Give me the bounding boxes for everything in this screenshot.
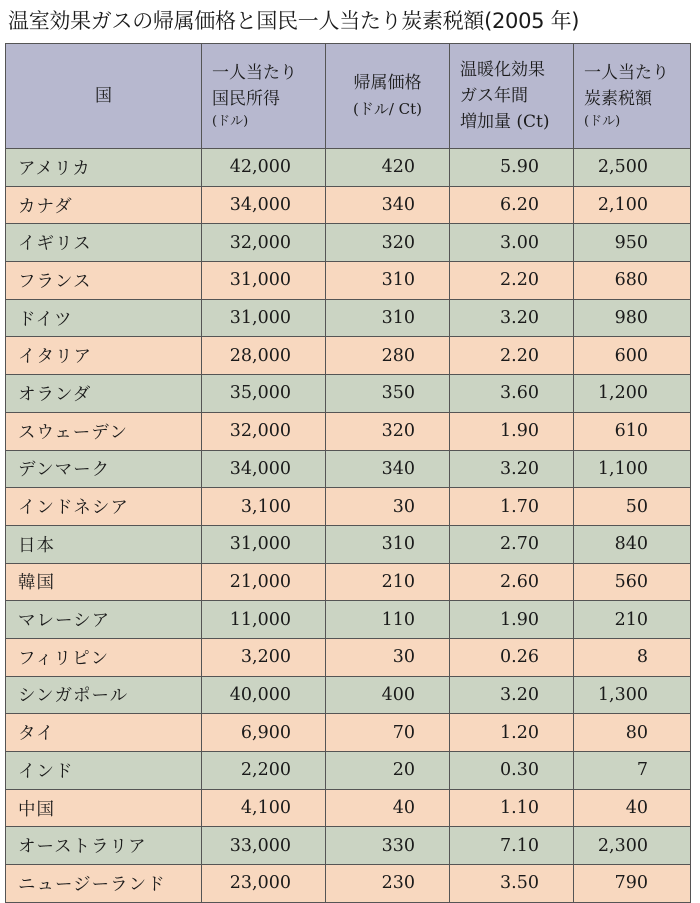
header-increase-line3: 増加量 (Ct) [460,112,550,132]
table-row [6,827,691,865]
cell-price: 420 [326,149,450,187]
cell-tax: 80 [574,714,691,752]
cell-increase: 3.20 [450,299,574,337]
cell-country: フランス [6,262,202,300]
cell-increase: 2.60 [450,563,574,601]
cell-income: 21,000 [202,563,326,601]
header-tax-line1: 一人当たり [584,63,669,83]
cell-income: 11,000 [202,601,326,639]
cell-increase: 1.20 [450,714,574,752]
table-header [6,44,691,149]
cell-price: 350 [326,375,450,413]
cell-increase: 7.10 [450,827,574,865]
cell-increase: 2.20 [450,337,574,375]
cell-increase: 1.90 [450,601,574,639]
cell-price: 30 [326,638,450,676]
cell-price: 280 [326,337,450,375]
cell-country: カナダ [6,186,202,224]
header-income-unit: (ドル) [212,114,249,129]
cell-tax: 610 [574,412,691,450]
cell-country: シンガポール [6,676,202,714]
cell-price: 30 [326,488,450,526]
cell-tax: 980 [574,299,691,337]
cell-income: 40,000 [202,676,326,714]
cell-increase: 1.70 [450,488,574,526]
cell-price: 400 [326,676,450,714]
cell-country: 日本 [6,525,202,563]
cell-increase: 0.26 [450,638,574,676]
cell-country: マレーシア [6,601,202,639]
cell-tax: 840 [574,525,691,563]
cell-country: 中国 [6,789,202,827]
cell-country: オーストラリア [6,827,202,865]
cell-tax: 950 [574,224,691,262]
cell-income: 4,100 [202,789,326,827]
carbon-tax-table [5,43,691,903]
table-row [6,186,691,224]
cell-country: ニュージーランド [6,865,202,903]
cell-price: 70 [326,714,450,752]
table-row [6,299,691,337]
header-country-label: 国 [95,86,112,106]
table-container [5,43,691,903]
cell-income: 2,200 [202,752,326,790]
cell-increase: 2.20 [450,262,574,300]
page-title: 温室効果ガスの帰属価格と国民一人当たり炭素税額(2005 年) [8,9,580,33]
cell-price: 330 [326,827,450,865]
header-increase [450,44,574,149]
cell-increase: 3.60 [450,375,574,413]
cell-tax: 8 [574,638,691,676]
cell-country: フィリピン [6,638,202,676]
header-country [6,44,202,149]
cell-tax: 1,200 [574,375,691,413]
cell-country: イギリス [6,224,202,262]
cell-increase: 6.20 [450,186,574,224]
cell-country: 韓国 [6,563,202,601]
cell-income: 31,000 [202,262,326,300]
table-row [6,714,691,752]
header-tax [574,44,691,149]
header-increase-line2: ガス年間 [460,86,528,106]
cell-price: 230 [326,865,450,903]
cell-country: ドイツ [6,299,202,337]
table-row [6,865,691,903]
cell-tax: 2,500 [574,149,691,187]
table-row [6,224,691,262]
header-income [202,44,326,149]
table-row [6,375,691,413]
cell-country: インド [6,752,202,790]
cell-income: 42,000 [202,149,326,187]
table-body [6,149,691,903]
cell-price: 210 [326,563,450,601]
cell-income: 3,100 [202,488,326,526]
table-row [6,752,691,790]
cell-tax: 1,100 [574,450,691,488]
cell-increase: 3.00 [450,224,574,262]
cell-tax: 2,100 [574,186,691,224]
cell-income: 6,900 [202,714,326,752]
table-row [6,488,691,526]
cell-price: 320 [326,412,450,450]
cell-price: 310 [326,299,450,337]
cell-tax: 2,300 [574,827,691,865]
cell-increase: 0.30 [450,752,574,790]
table-row [6,601,691,639]
cell-country: インドネシア [6,488,202,526]
cell-income: 31,000 [202,525,326,563]
cell-country: タイ [6,714,202,752]
cell-price: 320 [326,224,450,262]
cell-tax: 680 [574,262,691,300]
table-row [6,676,691,714]
cell-income: 23,000 [202,865,326,903]
cell-income: 33,000 [202,827,326,865]
cell-increase: 5.90 [450,149,574,187]
cell-tax: 50 [574,488,691,526]
cell-price: 40 [326,789,450,827]
header-income-line2: 国民所得 [212,89,280,109]
cell-increase: 3.20 [450,676,574,714]
table-row [6,525,691,563]
cell-country: オランダ [6,375,202,413]
cell-country: アメリカ [6,149,202,187]
cell-country: イタリア [6,337,202,375]
table-row [6,149,691,187]
cell-increase: 2.70 [450,525,574,563]
cell-price: 310 [326,262,450,300]
cell-increase: 1.10 [450,789,574,827]
cell-tax: 1,300 [574,676,691,714]
cell-tax: 600 [574,337,691,375]
table-row [6,262,691,300]
header-tax-line2: 炭素税額 [584,89,652,109]
cell-income: 32,000 [202,412,326,450]
cell-tax: 560 [574,563,691,601]
header-price-unit: (ドル/ Ct) [352,100,423,118]
cell-increase: 3.50 [450,865,574,903]
table-row [6,450,691,488]
cell-income: 35,000 [202,375,326,413]
header-row [6,44,691,149]
table-row [6,412,691,450]
cell-price: 110 [326,601,450,639]
cell-price: 340 [326,450,450,488]
table-row [6,789,691,827]
cell-tax: 7 [574,752,691,790]
cell-increase: 1.90 [450,412,574,450]
cell-tax: 40 [574,789,691,827]
cell-income: 3,200 [202,638,326,676]
header-income-line1: 一人当たり [212,63,297,83]
cell-tax: 210 [574,601,691,639]
cell-increase: 3.20 [450,450,574,488]
header-price [326,44,450,149]
cell-price: 20 [326,752,450,790]
table-row [6,638,691,676]
header-increase-line1: 温暖化効果 [460,60,545,80]
cell-country: デンマーク [6,450,202,488]
cell-income: 34,000 [202,186,326,224]
cell-income: 28,000 [202,337,326,375]
cell-income: 32,000 [202,224,326,262]
header-tax-unit: (ドル) [584,114,621,129]
header-price-line1: 帰属価格 [353,73,422,93]
cell-country: スウェーデン [6,412,202,450]
cell-price: 310 [326,525,450,563]
cell-price: 340 [326,186,450,224]
table-row [6,337,691,375]
cell-income: 31,000 [202,299,326,337]
cell-income: 34,000 [202,450,326,488]
table-row [6,563,691,601]
cell-tax: 790 [574,865,691,903]
